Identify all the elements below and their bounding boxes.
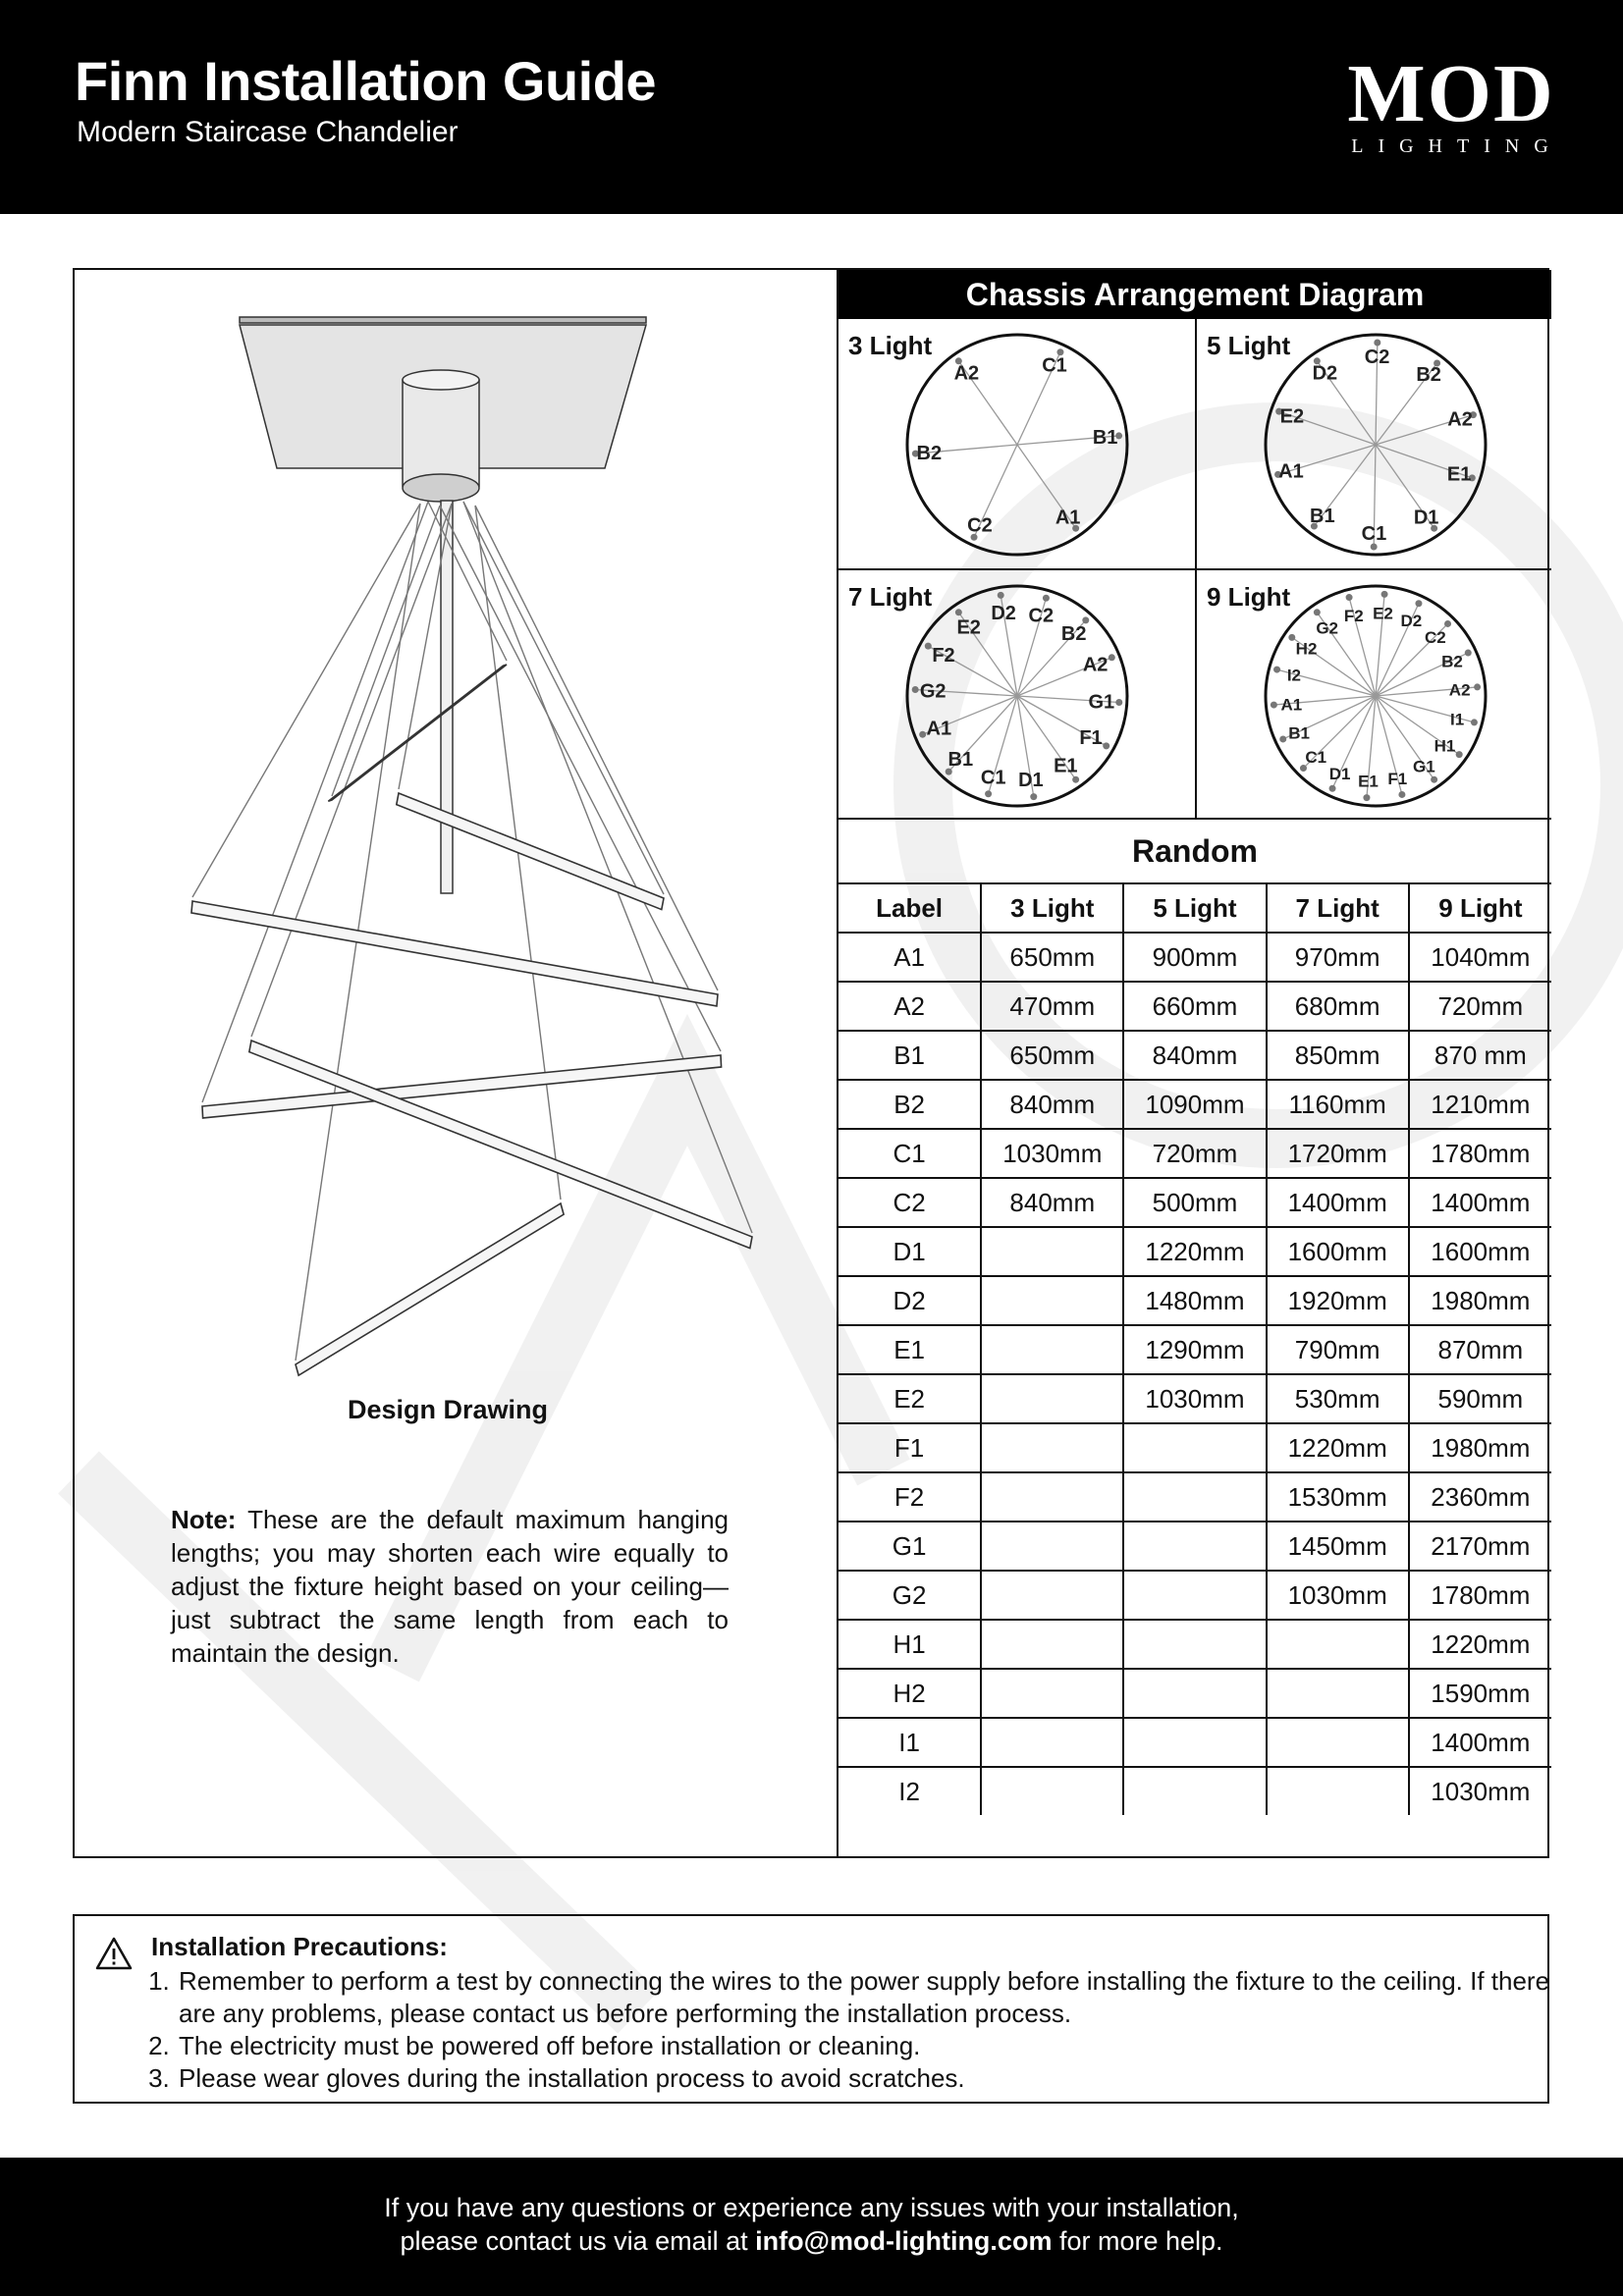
point-label: A2: [1447, 408, 1473, 431]
chassis-diagram-grid: [839, 319, 1551, 818]
point-label: G1: [1412, 757, 1435, 776]
length-cell: 1720mm: [1267, 1129, 1409, 1178]
light-bar: [191, 901, 718, 1006]
mount-point: [1471, 719, 1478, 725]
row-label-cell: F1: [839, 1423, 981, 1472]
length-cell: [981, 1276, 1123, 1325]
length-cell: [981, 1325, 1123, 1374]
table-row: [839, 1325, 1551, 1374]
column-header: Label: [839, 883, 981, 933]
length-cell: 1590mm: [1409, 1669, 1551, 1718]
point-label: I1: [1449, 710, 1465, 729]
mount-point: [912, 686, 919, 693]
length-cell: [1123, 1522, 1266, 1571]
page-header: [0, 0, 1623, 214]
installation-precautions: [73, 1914, 1549, 2104]
row-label-cell: H1: [839, 1620, 981, 1669]
length-cell: [1123, 1620, 1266, 1669]
length-cell: 1220mm: [1123, 1227, 1266, 1276]
length-cell: 590mm: [1409, 1374, 1551, 1423]
point-label: A1: [1055, 507, 1081, 529]
length-cell: 1780mm: [1409, 1571, 1551, 1620]
mount-point: [1273, 667, 1280, 673]
mount-point: [1109, 654, 1115, 661]
length-cell: 1920mm: [1267, 1276, 1409, 1325]
column-header: 5 Light: [1123, 883, 1266, 933]
point-label: F2: [932, 644, 955, 667]
note-label: Note:: [171, 1505, 237, 1534]
page-footer: [0, 2158, 1623, 2296]
point-label: B2: [1441, 652, 1463, 671]
table-header-row: [839, 883, 1551, 933]
hanging-length-note: [171, 1503, 729, 1670]
hanging-wire: [251, 504, 452, 1037]
point-label: B2: [1060, 623, 1087, 646]
length-cell: 840mm: [981, 1178, 1123, 1227]
point-label: E2: [1279, 405, 1305, 428]
table-row: [839, 1374, 1551, 1423]
length-cell: 1780mm: [1409, 1129, 1551, 1178]
point-label: A1: [1278, 460, 1304, 483]
length-cell: 720mm: [1409, 982, 1551, 1031]
footer-suffix: for more help.: [1052, 2226, 1223, 2256]
row-label-cell: F2: [839, 1472, 981, 1522]
table-row: [839, 1620, 1551, 1669]
length-cell: [1123, 1767, 1266, 1815]
main-panel: [73, 268, 1549, 1858]
row-label-cell: C1: [839, 1129, 981, 1178]
length-cell: 1040mm: [1409, 933, 1551, 982]
row-label-cell: C2: [839, 1178, 981, 1227]
point-label: D2: [991, 603, 1016, 625]
design-drawing-area: [75, 270, 836, 1856]
mount-point: [1279, 735, 1286, 742]
length-cell: 1980mm: [1409, 1423, 1551, 1472]
point-label: D1: [1413, 507, 1439, 529]
table-row: [839, 1522, 1551, 1571]
table-body: [839, 933, 1551, 1815]
length-cell: 870mm: [1409, 1325, 1551, 1374]
point-label: A2: [953, 362, 980, 385]
hanging-wires: [192, 502, 752, 1361]
precautions-list: [147, 1965, 1551, 2095]
warning-icon: [94, 1936, 134, 1971]
point-label: D1: [1018, 769, 1044, 791]
mount-point: [1271, 702, 1277, 709]
length-cell: [981, 1718, 1123, 1767]
point-label: G2: [1316, 618, 1339, 638]
brand-logo: [1333, 48, 1569, 158]
row-label-cell: D2: [839, 1276, 981, 1325]
length-cell: 2360mm: [1409, 1472, 1551, 1522]
point-label: C1: [1042, 354, 1067, 377]
length-cell: 970mm: [1267, 933, 1409, 982]
table-row: [839, 933, 1551, 982]
length-cell: 1400mm: [1409, 1718, 1551, 1767]
table-row: [839, 1472, 1551, 1522]
point-label: D2: [1400, 612, 1423, 631]
length-cell: [1267, 1669, 1409, 1718]
length-cell: 850mm: [1267, 1031, 1409, 1080]
length-cell: 1030mm: [1267, 1571, 1409, 1620]
table-row: [839, 1718, 1551, 1767]
mount-point: [1374, 340, 1380, 347]
point-label: C2: [1424, 628, 1446, 648]
length-cell: 1030mm: [1123, 1374, 1266, 1423]
hanging-wire: [463, 502, 752, 1233]
support-email-link[interactable]: info@mod-lighting.com: [755, 2226, 1053, 2256]
chassis-diagram-7-light: [839, 568, 1195, 818]
chandelier-drawing: [75, 270, 836, 1389]
list-item: 2. The electricity must be powered off before installation or cleaning.: [177, 2030, 1551, 2062]
design-drawing-caption: Design Drawing: [347, 1395, 549, 1424]
table-row: [839, 982, 1551, 1031]
mount-point: [985, 790, 992, 797]
chassis-diagram-title: Chassis Arrangement Diagram: [839, 270, 1551, 319]
point-label: D1: [1328, 764, 1351, 783]
point-label: H1: [1434, 736, 1456, 756]
length-cell: [1123, 1423, 1266, 1472]
precautions-title: Installation Precautions:: [151, 1932, 448, 1961]
length-cell: [1267, 1620, 1409, 1669]
list-item: 3. Please wear gloves during the installation process to avoid scratches.: [177, 2062, 1551, 2095]
table-row: [839, 1178, 1551, 1227]
length-cell: 1090mm: [1123, 1080, 1266, 1129]
table-row: [839, 1669, 1551, 1718]
point-label: A2: [1448, 680, 1471, 700]
mount-point: [1115, 699, 1122, 706]
point-label: I2: [1286, 666, 1302, 685]
point-label: E1: [1054, 755, 1078, 777]
length-cell: 1400mm: [1409, 1178, 1551, 1227]
length-cell: 720mm: [1123, 1129, 1266, 1178]
mount-point: [1444, 620, 1451, 627]
length-cell: [1267, 1767, 1409, 1815]
mount-point: [1103, 742, 1109, 749]
length-cell: 650mm: [981, 1031, 1123, 1080]
mount-point: [1030, 793, 1037, 800]
point-label: B2: [916, 442, 943, 464]
table-row: [839, 1080, 1551, 1129]
point-label: B1: [947, 748, 974, 771]
table-row: [839, 1227, 1551, 1276]
hanging-wire: [202, 502, 428, 1102]
mount-point: [1398, 791, 1405, 798]
length-cell: 1450mm: [1267, 1522, 1409, 1571]
mount-point: [955, 609, 962, 615]
length-cell: 870 mm: [1409, 1031, 1551, 1080]
point-label: B1: [1310, 505, 1335, 527]
column-header: 3 Light: [981, 883, 1123, 933]
mount-point: [1043, 595, 1050, 602]
length-cell: 790mm: [1267, 1325, 1409, 1374]
point-label: B1: [1092, 427, 1118, 450]
point-label: H2: [1295, 639, 1318, 659]
light-bar: [296, 1203, 564, 1375]
mount-point: [1415, 600, 1422, 607]
hanging-wire: [192, 504, 420, 897]
table-row: [839, 1129, 1551, 1178]
row-label-cell: A1: [839, 933, 981, 982]
mount-point: [1363, 794, 1370, 801]
point-label: C1: [980, 767, 1006, 789]
mount-point: [1072, 776, 1079, 783]
point-label: B2: [1416, 364, 1441, 387]
row-label-cell: E1: [839, 1325, 981, 1374]
length-cell: 1290mm: [1123, 1325, 1266, 1374]
row-label-cell: E2: [839, 1374, 981, 1423]
table-row: [839, 1031, 1551, 1080]
point-label: C2: [1364, 347, 1390, 369]
point-label: E1: [1446, 463, 1472, 486]
note-text: These are the default maximum hanging lengths; you may shorten each wire equally to adjust the fixture height based on your ceiling—just subtract the same length from each to maintain the design.: [171, 1505, 729, 1668]
mount-point: [1474, 683, 1481, 690]
table-row: [839, 1276, 1551, 1325]
column-header: 7 Light: [1267, 883, 1409, 933]
point-label: C1: [1305, 747, 1327, 767]
row-label-cell: I2: [839, 1767, 981, 1815]
length-cell: 900mm: [1123, 933, 1266, 982]
length-cell: 1980mm: [1409, 1276, 1551, 1325]
length-cell: 1480mm: [1123, 1276, 1266, 1325]
length-cell: 2170mm: [1409, 1522, 1551, 1571]
length-cell: 680mm: [1267, 982, 1409, 1031]
length-cell: [1123, 1571, 1266, 1620]
page-subtitle: Modern Staircase Chandelier: [77, 116, 459, 148]
point-label: C1: [1361, 522, 1387, 545]
point-label: E2: [956, 616, 981, 639]
length-cell: [981, 1620, 1123, 1669]
mount-point: [1431, 776, 1437, 783]
point-label: F1: [1079, 727, 1103, 750]
length-cell: 1030mm: [1409, 1767, 1551, 1815]
mount-point: [925, 643, 932, 650]
length-cell: 840mm: [981, 1080, 1123, 1129]
list-item: 1. Remember to perform a test by connecting the wires to the power supply before installing the fixture to the ceiling. If there are any problems, please contact us before performing the installation process.: [177, 1965, 1551, 2030]
length-cell: 1530mm: [1267, 1472, 1409, 1522]
table-row: [839, 1571, 1551, 1620]
mount-point: [998, 592, 1004, 599]
row-label-cell: D1: [839, 1227, 981, 1276]
length-cell: 1220mm: [1409, 1620, 1551, 1669]
length-cell: [1123, 1472, 1266, 1522]
row-label-cell: B2: [839, 1080, 981, 1129]
length-cell: 650mm: [981, 933, 1123, 982]
length-cell: 1600mm: [1409, 1227, 1551, 1276]
random-table-title: Random: [839, 818, 1551, 882]
length-cell: 1220mm: [1267, 1423, 1409, 1472]
point-label: E2: [1373, 604, 1393, 623]
mount-point: [1288, 634, 1295, 641]
length-cell: [1123, 1718, 1266, 1767]
point-label: G2: [919, 680, 947, 703]
footer-line-1: If you have any questions or experience any issues with your installation,: [384, 2193, 1239, 2222]
row-label-cell: G2: [839, 1571, 981, 1620]
length-cell: 1400mm: [1267, 1178, 1409, 1227]
row-label-cell: A2: [839, 982, 981, 1031]
length-cell: 660mm: [1123, 982, 1266, 1031]
column-header: 9 Light: [1409, 883, 1551, 933]
length-cell: 1160mm: [1267, 1080, 1409, 1129]
length-cell: [981, 1472, 1123, 1522]
mount-point: [1465, 650, 1472, 657]
point-label: C2: [1028, 605, 1055, 627]
length-cell: 1600mm: [1267, 1227, 1409, 1276]
length-cell: [981, 1423, 1123, 1472]
row-label-cell: I1: [839, 1718, 981, 1767]
light-bar: [397, 793, 664, 910]
table-row: [839, 1767, 1551, 1815]
row-label-cell: H2: [839, 1669, 981, 1718]
diagram-label: 3 Light: [848, 331, 933, 360]
logo-sub-text: LIGHTING: [1351, 135, 1563, 157]
row-label-cell: G1: [839, 1522, 981, 1571]
length-cell: 1030mm: [981, 1129, 1123, 1178]
point-label: E1: [1358, 772, 1379, 791]
length-cell: [1123, 1669, 1266, 1718]
length-cell: 840mm: [1123, 1031, 1266, 1080]
ceiling-canopy-plate: [240, 317, 646, 893]
length-cell: [981, 1374, 1123, 1423]
point-label: F2: [1343, 606, 1364, 625]
wire-length-table: [839, 882, 1551, 1815]
chassis-diagram-3-light: [839, 319, 1195, 568]
mount-point: [1329, 785, 1336, 792]
diagram-label: 5 Light: [1207, 331, 1291, 360]
mount-point: [1456, 751, 1463, 758]
mount-point: [1381, 591, 1388, 598]
point-label: A1: [926, 718, 952, 740]
length-cell: [981, 1767, 1123, 1815]
table-row: [839, 1423, 1551, 1472]
footer-line-2: [0, 2226, 1623, 2257]
length-cell: [981, 1669, 1123, 1718]
point-label: C2: [967, 514, 993, 537]
point-label: F1: [1387, 770, 1408, 789]
mount-point: [1346, 594, 1353, 601]
length-cell: [981, 1571, 1123, 1620]
length-cell: 1210mm: [1409, 1080, 1551, 1129]
chassis-diagram-5-light: [1195, 319, 1551, 568]
footer-prefix: please contact us via email at: [400, 2226, 756, 2256]
length-cell: 500mm: [1123, 1178, 1266, 1227]
hanging-wire: [475, 506, 718, 990]
chassis-diagram-9-light: [1195, 568, 1551, 818]
length-cell: [1267, 1718, 1409, 1767]
logo-main-text: MOD: [1347, 48, 1555, 139]
point-label: B1: [1288, 723, 1310, 743]
diagram-label: 7 Light: [848, 582, 933, 612]
chassis-and-length-panel: [837, 270, 1551, 1856]
point-label: A2: [1082, 654, 1109, 676]
length-cell: [981, 1227, 1123, 1276]
point-label: D2: [1312, 362, 1338, 385]
page-title: Finn Installation Guide: [75, 50, 657, 112]
point-label: G1: [1088, 691, 1115, 714]
point-label: A1: [1280, 695, 1303, 715]
length-cell: 530mm: [1267, 1374, 1409, 1423]
mount-point: [919, 731, 926, 738]
length-cell: 470mm: [981, 982, 1123, 1031]
row-label-cell: B1: [839, 1031, 981, 1080]
length-cell: [981, 1522, 1123, 1571]
diagram-label: 9 Light: [1207, 582, 1291, 612]
mount-point: [1314, 609, 1321, 615]
